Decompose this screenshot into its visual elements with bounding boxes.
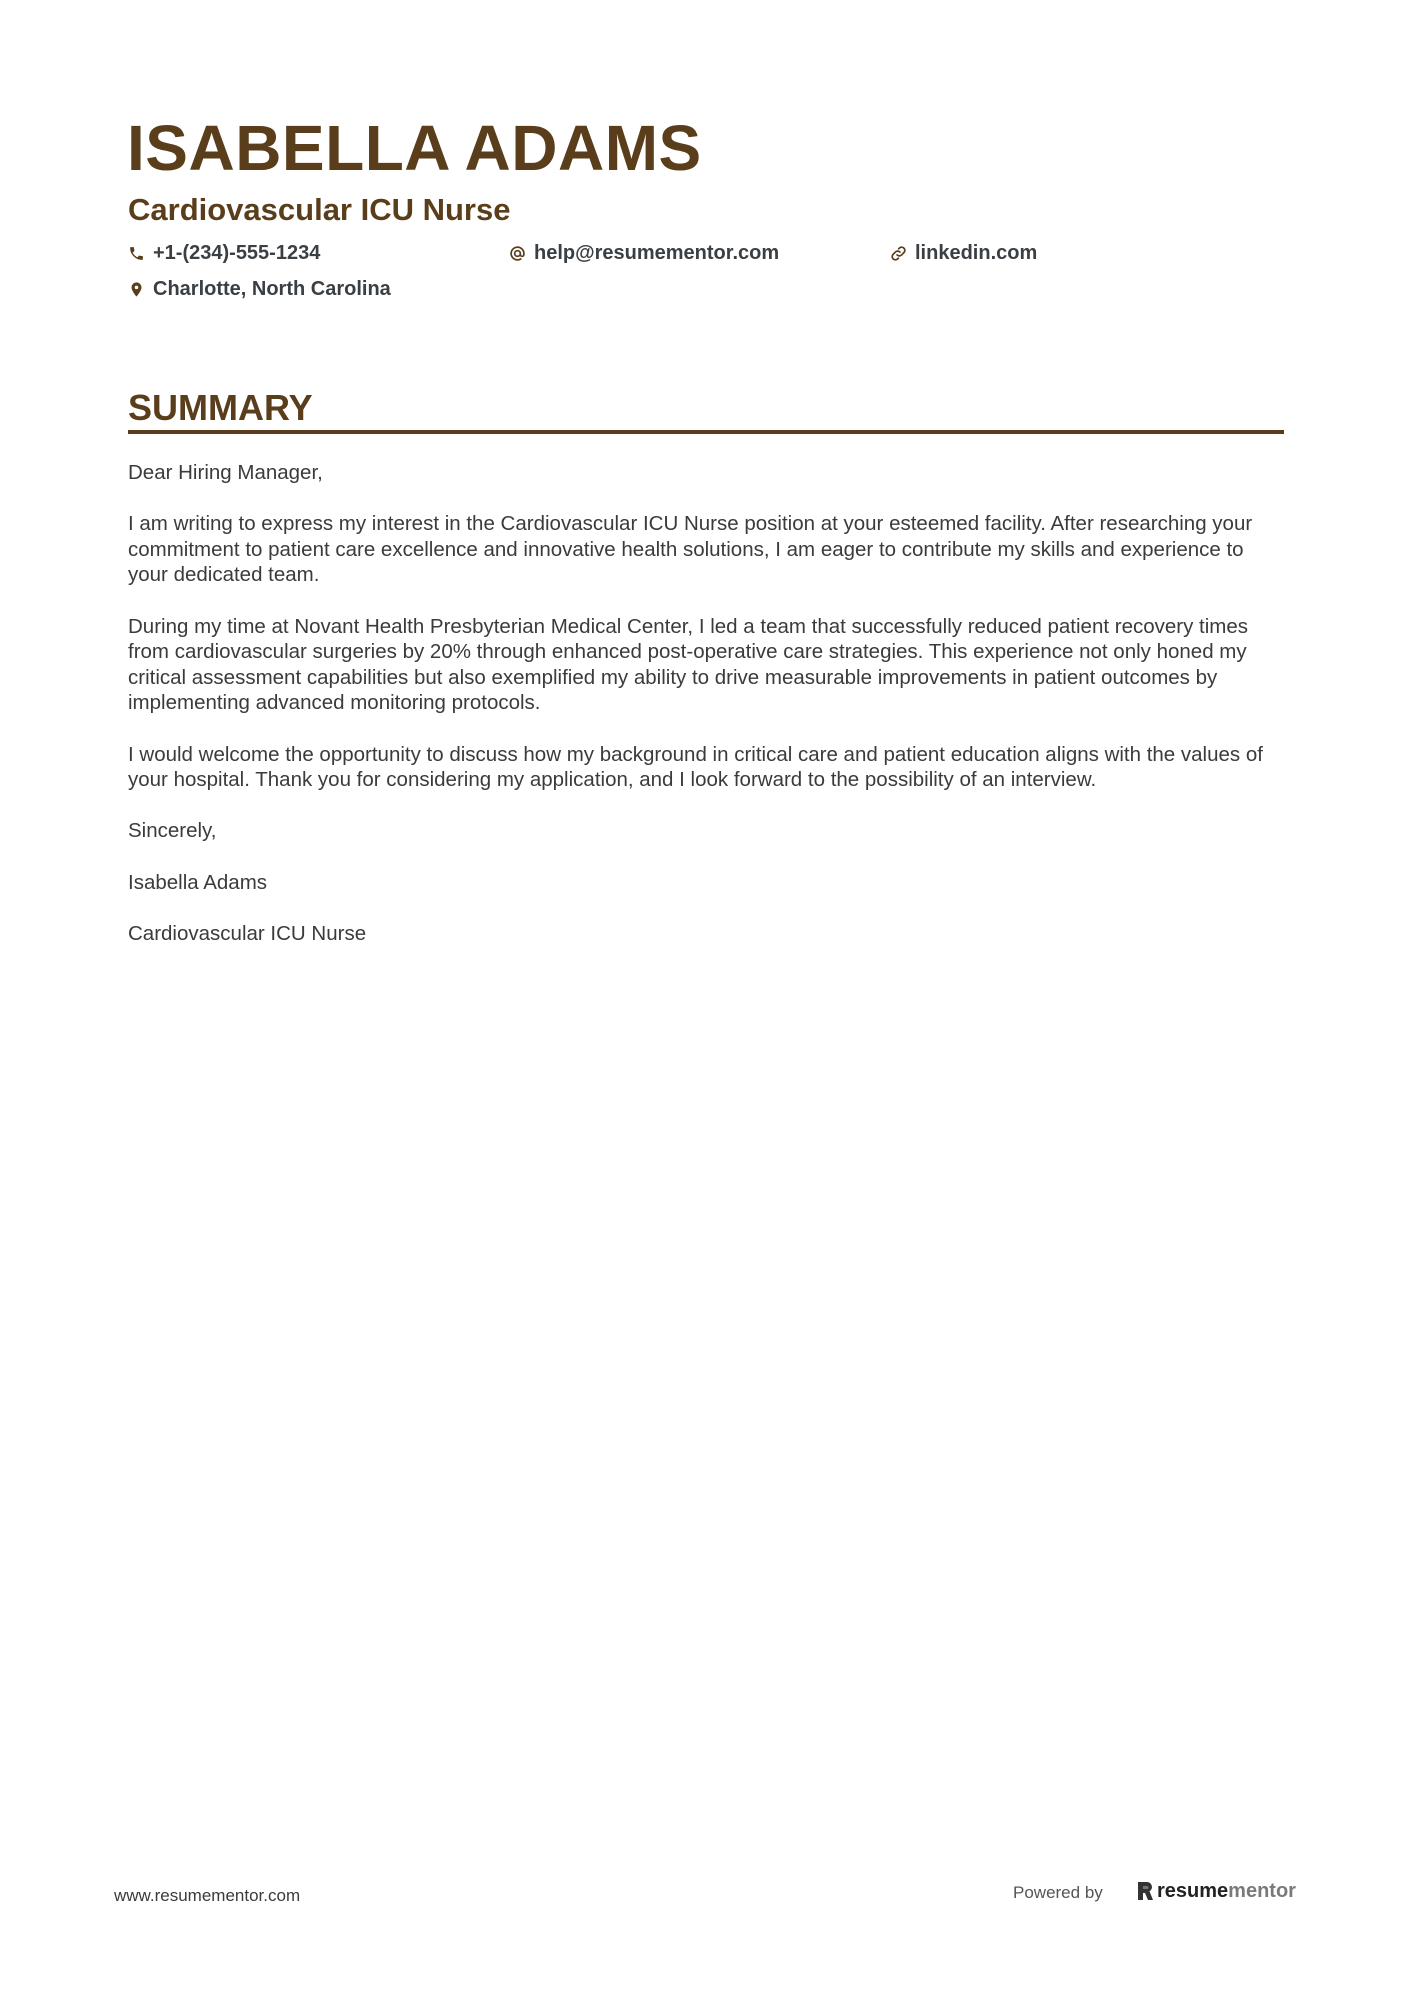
location-text: Charlotte, North Carolina — [153, 278, 391, 300]
letter-paragraph: During my time at Novant Health Presbyterian Medical Center, I led a team that successfully reduced patient recovery times from cardiovascular surgeries by 20% through enhanced post-operative care strategies. This experience not only honed my critical assessment capabilities but also exemplified my ability to drive measurable improvements in patient outcomes by implementing advanced monitoring protocols. — [128, 614, 1249, 715]
footer-website[interactable]: www.resumementor.com — [114, 1886, 301, 1905]
section-divider — [128, 430, 1284, 434]
brand-logo[interactable] — [1136, 1878, 1296, 1904]
link-icon — [890, 245, 907, 262]
phone-text: +1-(234)-555-1234 — [153, 242, 321, 264]
letter-signature-name: Isabella Adams — [128, 870, 268, 894]
letter-paragraph: I am writing to express my interest in the Cardiovascular ICU Nurse position at your esteemed facility. After researching your commitment to patient care excellence and innovative health solutions, I am eager to contribute my skills and experience to your dedicated team. — [128, 512, 1253, 587]
candidate-role: Cardiovascular ICU Nurse — [128, 192, 511, 227]
cover-letter-body — [128, 460, 1288, 972]
letter-greeting: Dear Hiring Manager, — [128, 461, 323, 484]
contact-link[interactable] — [890, 240, 1037, 266]
letter-paragraph: I would welcome the opportunity to discuss how my background in critical care and patient education aligns with the values of your hospital. Thank you for considering my application, and I look forward to the possibility of an interview. — [128, 742, 1263, 792]
contact-location — [128, 276, 391, 302]
brand-name-bold: resume — [1157, 1880, 1229, 1902]
contact-phone — [128, 240, 320, 266]
at-icon — [509, 245, 526, 262]
email-text[interactable]: help@resumementor.com — [534, 242, 780, 264]
brand-name-light: mentor — [1228, 1880, 1296, 1902]
phone-icon — [128, 245, 145, 262]
letter-closing: Sincerely, — [128, 819, 217, 843]
link-text[interactable]: linkedin.com — [915, 242, 1038, 264]
summary-heading: SUMMARY — [128, 387, 313, 428]
powered-by-label: Powered by — [1013, 1883, 1103, 1902]
location-pin-icon — [128, 281, 145, 298]
candidate-name: ISABELLA ADAMS — [127, 112, 702, 184]
contact-email[interactable] — [509, 240, 779, 266]
letter-signature-title: Cardiovascular ICU Nurse — [128, 921, 367, 945]
resumementor-logo-icon — [1136, 1880, 1154, 1902]
